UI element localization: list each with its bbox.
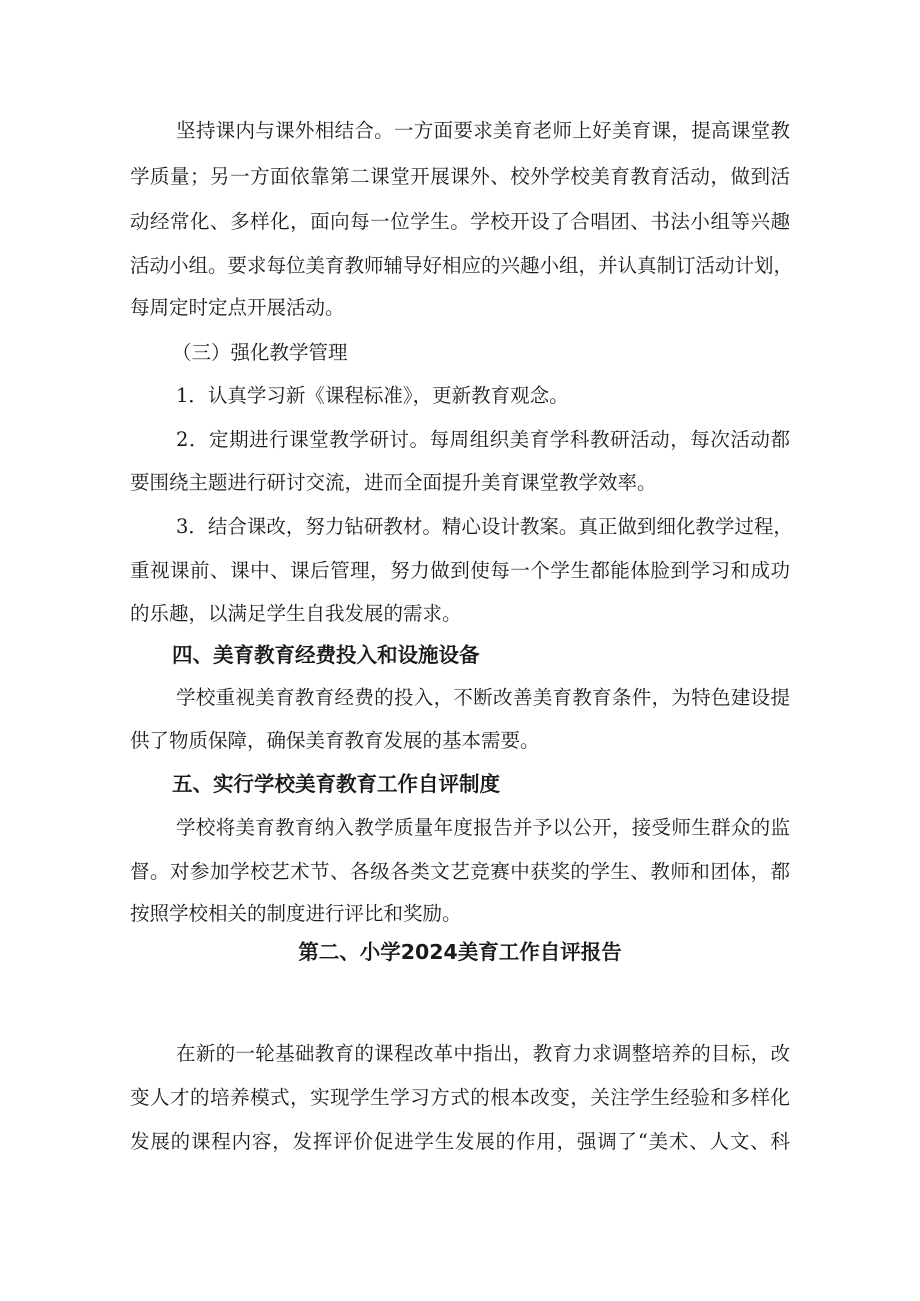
paragraph-line: 学校将美育教育纳入教学质量年度报告并予以公开，接受师生群众的监 — [176, 816, 790, 839]
section-heading: 四、美育教育经费投入和设施设备 — [172, 643, 480, 667]
paragraph-line: 发展的课程内容，发挥评价促进学生发展的作用，强调了“美术、人文、科 — [130, 1130, 790, 1153]
paragraph-line: 活动小组。要求每位美育教师辅导好相应的兴趣小组，并认真制订活动计划， — [130, 254, 794, 277]
section-heading: 五、实行学校美育教育工作自评制度 — [172, 772, 500, 796]
paragraph-line: 变人才的培养模式，实现学生学习方式的根本改变，关注学生经验和多样化 — [130, 1086, 790, 1109]
list-item-continuation: 重视课前、课中、课后管理，努力做到使每一个学生都能体脸到学习和成功 — [130, 559, 790, 582]
list-item: 1．认真学习新《课程标准》，更新教育观念。 — [176, 384, 569, 407]
paragraph-line: 动经常化、多样化，面向每一位学生。学校开设了合唱团、书法小组等兴趣 — [130, 210, 790, 233]
paragraph-line: 学质量；另一方面依靠第二课堂开展课外、校外学校美育教育活动，做到活 — [130, 165, 790, 188]
paragraph-line: 供了物质保障，确保美育教育发展的基本需要。 — [130, 729, 540, 752]
paragraph-line: 督。对参加学校艺术节、各级各类文艺竞赛中获奖的学生、教师和团体，都 — [130, 860, 790, 883]
paragraph-line: 坚持课内与课外相结合。一方面要求美育老师上好美育课，提高课堂教 — [176, 119, 790, 142]
paragraph-line: 每周定时定点开展活动。 — [130, 296, 345, 319]
paragraph-line: 学校重视美育教育经费的投入，不断改善美育教育条件，为特色建设提 — [176, 686, 790, 709]
list-item-continuation: 的乐趣，以满足学生自我发展的需求。 — [130, 602, 462, 625]
list-item: 3．结合课改，努力钻研教材。精心设计教案。真正做到细化教学过程， — [176, 515, 793, 538]
list-item-continuation: 要围绕主题进行研讨交流，进而全面提升美育课堂教学效率。 — [130, 471, 657, 494]
subsection-heading: （三）强化教学管理 — [172, 341, 348, 364]
report-title: 第二、小学2024美育工作自评报告 — [298, 940, 622, 964]
paragraph-line: 按照学校相关的制度进行评比和奖励。 — [130, 902, 462, 925]
paragraph-line: 在新的一轮基础教育的课程改革中指出，教育力求调整培养的目标，改 — [176, 1042, 790, 1065]
list-item: 2．定期进行课堂教学研讨。每周组织美育学科教研活动，每次活动都 — [176, 428, 790, 451]
